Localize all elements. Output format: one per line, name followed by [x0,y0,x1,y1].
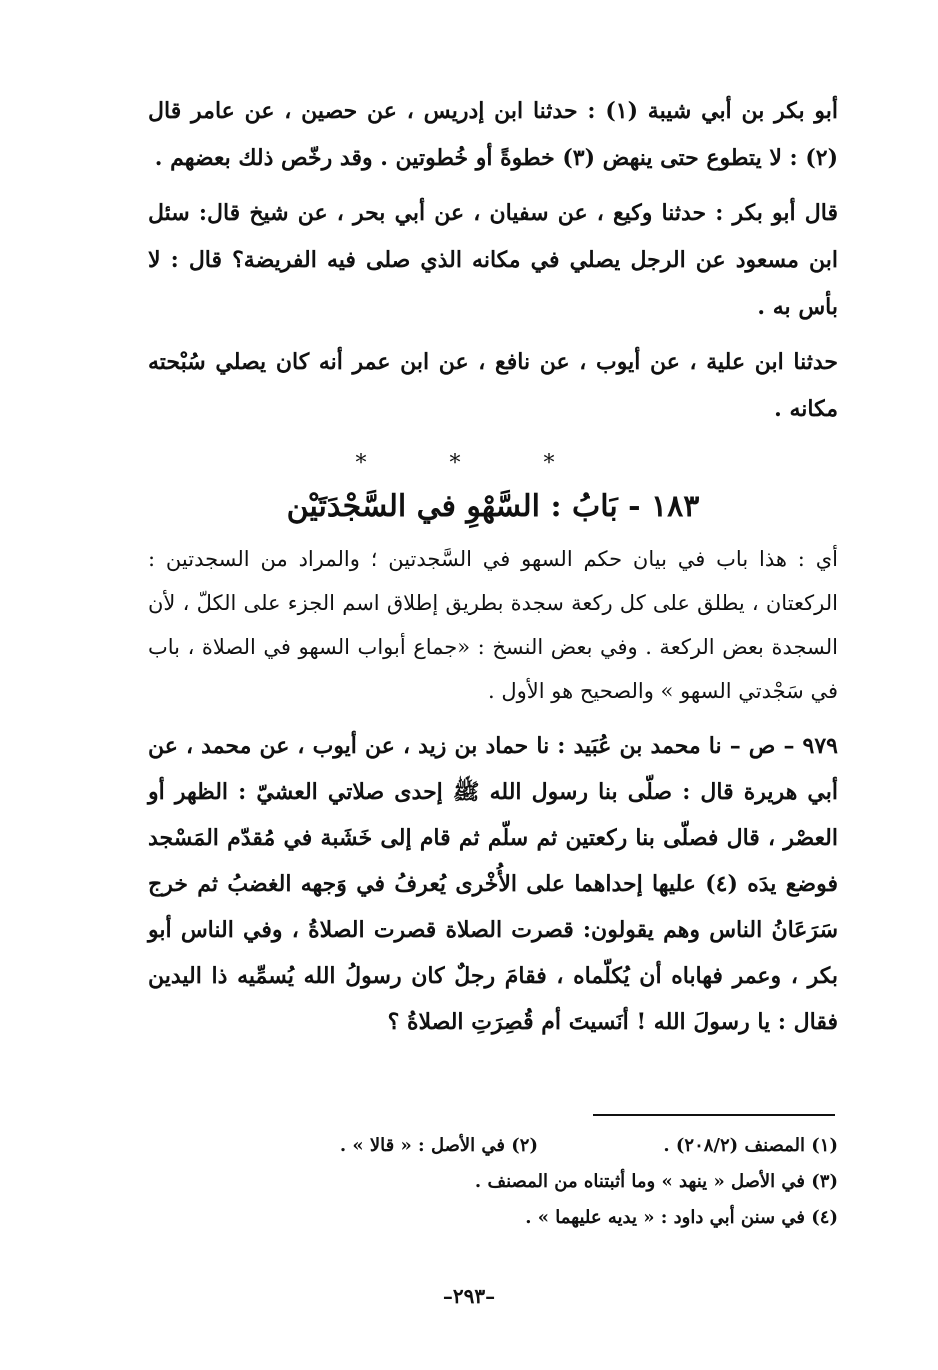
paragraph-3: حدثنا ابن علية ، عن أيوب ، عن نافع ، عن ابن عمر أنه كان يصلي سُبْحته مكانه . [148,349,838,422]
footnote-divider [593,1114,835,1116]
page-number: –٢٩٣– [442,1284,496,1308]
footnote-2: (٢) في الأصل : « قالا » . [339,1135,538,1156]
hadith-text: ٩٧٩ – ص – نا محمد بن عُبَيد : نا حماد بن زيد ، عن أيوب ، عن محمد ، عن أبي هريرة قال : صلّى بنا رسول الله ﷺ إحدى صلاتي العشيّ : الظهر أو العصْر ، قال فصلّى بنا ركعتين ثم سلّم ثم قام إلى خَشَبة في مُقدّم المَسْجد فوضع يدَه (٤) عليها إحداهما على الأُخْرى يُعرفُ في وَجهه الغضبُ ثم خرج سَرَعَانُ الناس وهم يقولون: قصرت الصلاة قصرت الصلاةُ ، وفي الناس أبو بكر ، وعمر فهاباه أن يُكلّماه ، فقامَ رجلٌ كان رسولُ الله يُسمِّيه ذا اليدين فقال : يا رسولَ الله ! أنَسيتَ أم قُصِرَتِ الصلاةُ ؟ [148,733,838,1035]
footnotes [150,1128,838,1236]
section-separator: * * * [355,451,593,476]
footnote-3: (٣) في الأصل « ينهد » وما أثبتناه من المصنف . [474,1171,838,1192]
paragraph-2: قال أبو بكر : حدثنا وكيع ، عن سفيان ، عن أبي بحر ، عن شيخ قال: سئل ابن مسعود عن الرجل يصلي في مكانه الذي صلى فيه الفريضة؟ قال : لا بأس به . [148,200,838,320]
footnote-4: (٤) في سنن أبي داود : « يديه عليهما » . [525,1207,838,1228]
main-text [148,88,838,1045]
footnote-row [150,1128,838,1164]
footnote-1: (١) المصنف (٢٠٨/٢) . [663,1135,838,1156]
chapter-commentary: أي : هذا باب في بيان حكم السهو في السَّجدتين ؛ والمراد من السجدتين : الركعتان ، يطلق على كل ركعة سجدة بطريق إطلاق اسم الجزء على الكلّ ، لأن السجدة بعض الركعة . وفي بعض النسخ : «جماع أبواب السهو في الصلاة ، باب في سَجْدتي السهو » والصحيح هو الأول . [148,547,838,703]
chapter-title: ١٨٣ - بَابُ : السَّهْوِ في السَّجْدَتَيْن [286,489,700,524]
paragraph-1: أبو بكر بن أبي شيبة (١) : حدثنا ابن إدريس ، عن حصين ، عن عامر قال (٢) : لا يتطوع حتى ينهض (٣) خطوةً أو خُطوتين . وقد رخّص ذلك بعضهم . [148,98,838,171]
